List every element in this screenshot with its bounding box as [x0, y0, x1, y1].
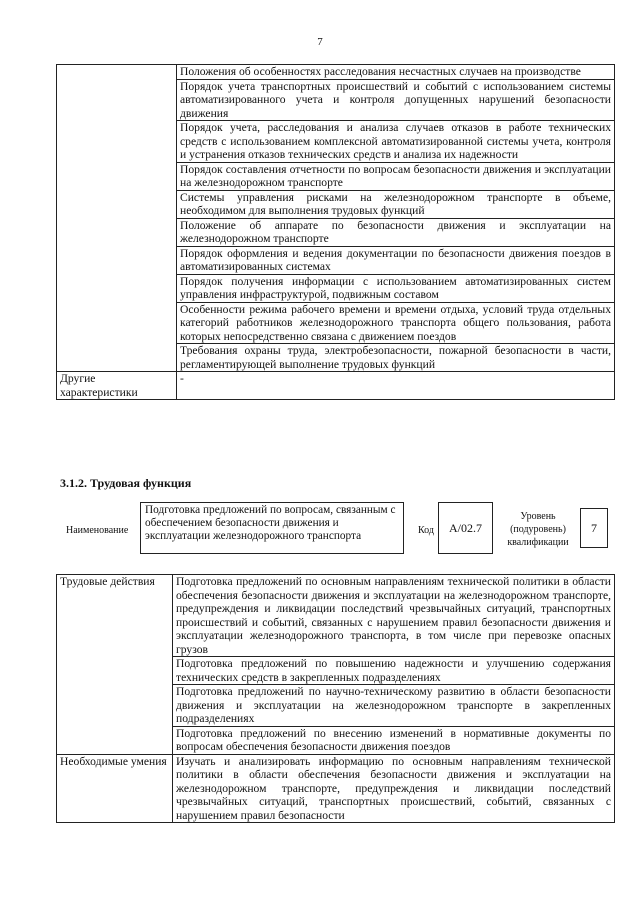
knowledge-item: Порядок получения информации с использованием автоматизированных систем управления инфраструктурой, подвижным составом [177, 274, 615, 302]
table-row [57, 372, 615, 400]
knowledge-item: Системы управления рисками на железнодорожном транспорте в объеме, необходимом для выполнения трудовых функций [177, 190, 615, 218]
qualification-level-value: 7 [580, 508, 608, 548]
knowledge-item: Порядок учета транспортных происшествий и событий с использованием системы автоматизированного учета и контроля допущенных нарушений безопасности движения [177, 79, 615, 121]
other-characteristics-value: - [177, 372, 615, 400]
labor-action-item: Подготовка предложений по научно-техническому развитию в области безопасности движения и эксплуатации на железнодорожном транспорте в закрепленных подразделениях [173, 685, 615, 727]
knowledge-item: Положение об аппарате по безопасности движения и эксплуатации на железнодорожном транспорте [177, 218, 615, 246]
knowledge-item: Положения об особенностях расследования несчастных случаев на производстве [177, 65, 615, 80]
code-label: Код [418, 525, 434, 536]
function-details-table [56, 574, 615, 823]
section-title: 3.1.2. Трудовая функция [60, 476, 192, 490]
table-row [57, 65, 615, 80]
knowledge-item: Особенности режима рабочего времени и времени отдыха, условий труда отдельных категорий работников железнодорожного транспорта общего пользования, работа которых непосредственно связана с движением поездов [177, 302, 615, 344]
labor-actions-label: Трудовые действия [57, 575, 173, 755]
table-row [57, 754, 615, 823]
qualification-level-label: Уровень (подуровень) квалификации [507, 511, 569, 548]
labor-action-item: Подготовка предложений по внесению изменений в нормативные документы по вопросам обеспечения безопасности движения поездов [173, 726, 615, 754]
knowledge-item: Порядок составления отчетности по вопросам безопасности движения и эксплуатации на железнодорожном транспорте [177, 162, 615, 190]
knowledge-table [56, 64, 615, 400]
knowledge-item: Требования охраны труда, электробезопасности, пожарной безопасности в части, регламентирующей выполнение трудовых функций [177, 344, 615, 372]
labor-action-item: Подготовка предложений по повышению надежности и улучшению содержания технических средств в закрепленных подразделениях [173, 657, 615, 685]
page-number: 7 [317, 36, 323, 48]
skills-item: Изучать и анализировать информацию по основным направлениям технической политики в области обеспечения безопасности движения и эксплуатации на железнодорожном транспорте, предупреждения и ликвидации последствий чрезвычайных ситуаций, транспортных происшествий, событий, связанных с нарушением правил безопасности [173, 754, 615, 823]
other-characteristics-label: Другие характеристики [57, 372, 177, 400]
code-value: A/02.7 [438, 502, 493, 554]
empty-label-cell [57, 65, 177, 372]
function-name-label: Наименование [66, 525, 129, 536]
skills-label: Необходимые умения [57, 754, 173, 823]
labor-action-item: Подготовка предложений по основным направлениям технической политики в области обеспечения безопасности движения и эксплуатации на железнодорожном транспорте, предупреждения и ликвидации последствий чрезвычайных ситуаций, транспортных происшествий и событий, связанных с нарушением правил безопасности движения и эксплуатации железнодорожного транспорта, в том числе при перевозке опасных грузов [173, 575, 615, 657]
knowledge-item: Порядок оформления и ведения документации по безопасности движения поездов в автоматизированных системах [177, 246, 615, 274]
table-row [57, 575, 615, 657]
knowledge-item: Порядок учета, расследования и анализа случаев отказов в работе технических средств с использованием комплексной автоматизированной системы учета, контроля и устранения отказов технических средств и анализа их надежности [177, 121, 615, 163]
function-name-value: Подготовка предложений по вопросам, связанным с обеспечением безопасности движения и эксплуатации железнодорожного транспорта [140, 502, 404, 554]
